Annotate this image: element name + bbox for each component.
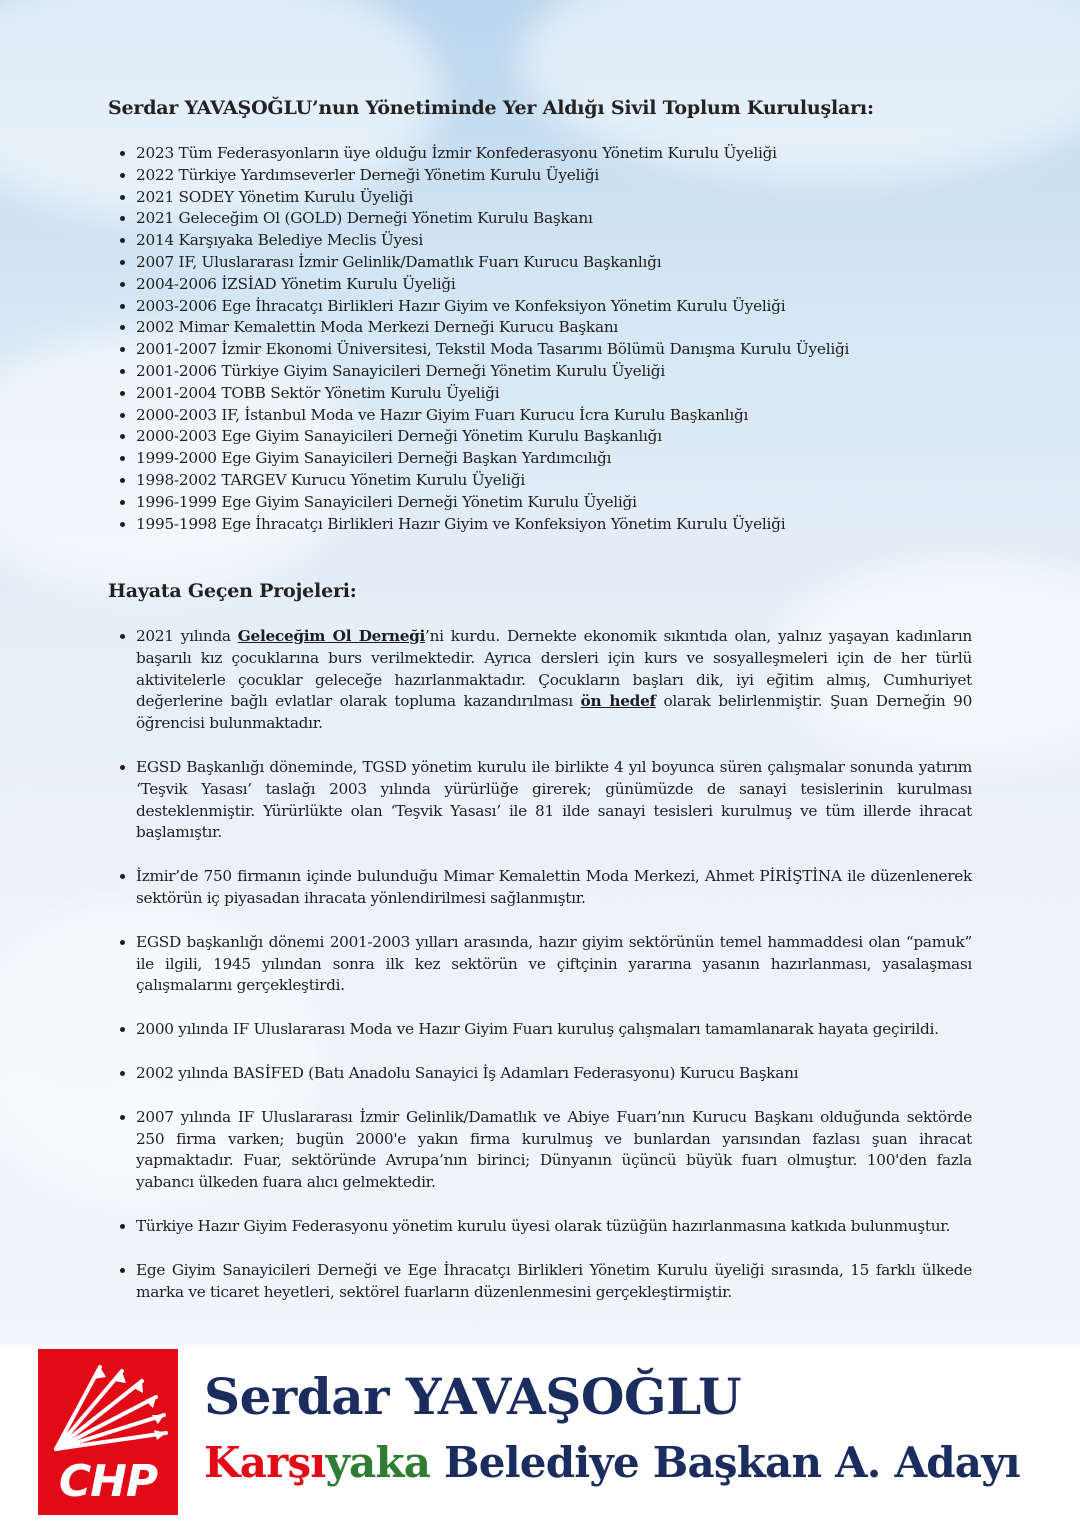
title-part-red: Karşı — [204, 1438, 326, 1487]
list-item — [136, 626, 972, 735]
list-item: • 1999-2000 Ege Giyim Sanayicileri Derneği Başkan Yardımcılığı — [136, 448, 1016, 470]
list-item: • 1998-2002 TARGEV Kurucu Yönetim Kurulu Üyeliği — [136, 470, 1016, 492]
campaign-footer — [0, 1345, 1080, 1525]
emphasis-text: ön hedef — [580, 692, 656, 711]
chp-logo-text: CHP — [58, 1456, 158, 1507]
list-item: • 2003-2006 Ege İhracatçı Birlikleri Hazır Giyim ve Konfeksiyon Yönetim Kurulu Üyeliği — [136, 296, 1016, 318]
list-item: • EGSD Başkanlığı döneminde, TGSD yönetim kurulu ile birlikte 4 yıl boyunca süren çalışmalar sonunda yatırım ‘Teşvik Yasası’ taslağı 2003 yılında yürürlüğe girerek; günümüzde de sanayi tesislerinin kurulması desteklenmiştir. Yürürlükte olan ‘Teşvik Yasası’ ile 81 ilde sanayi tesisleri kurulmuş ve tüm illerde ihracat başlamıştır. — [136, 757, 972, 844]
list-item: • Ege Giyim Sanayicileri Derneği ve Ege İhracatçı Birlikleri Yönetim Kurulu üyeliği sırasında, 15 farklı ülkede marka ve ticaret heyetleri, sektörel fuarların düzenlenmesini gerçekleştirmiştir. — [136, 1260, 972, 1304]
list-item: • 2007 yılında IF Uluslararası İzmir Gelinlik/Damatlık ve Abiye Fuarı’nın Kurucu Başkanı olduğunda sektörde 250 firma varken; bugün 2000'e yakın firma kurulmuş ve bunlardan yarısından fazlası şuan ihracat yapmaktadır. Fuar, sektöründe Avrupa’nın birinci; Dünyanın üçüncü büyük fuarı olmuştur. 100'den fazla yabancı ülkeden fuara alıcı gelmektedir. — [136, 1107, 972, 1194]
list-item: • 1996-1999 Ege Giyim Sanayicileri Derneği Yönetim Kurulu Üyeliği — [136, 492, 1016, 514]
list-item: • 2004-2006 İZSİAD Yönetim Kurulu Üyeliği — [136, 274, 1016, 296]
list-item: • Türkiye Hazır Giyim Federasyonu yönetim kurulu üyesi olarak tüzüğün hazırlanmasına katkıda bulunmuştur. — [136, 1216, 972, 1238]
title-part-green: yaka — [325, 1438, 431, 1487]
list-item: • 2021 Geleceğim Ol (GOLD) Derneği Yönetim Kurulu Başkanı — [136, 208, 1016, 230]
organizations-list — [108, 143, 1016, 535]
project-text: olarak belirlenmiştir. Şuan Derneğin 90 öğrencisi bulunmaktadır. — [136, 692, 973, 733]
list-item: • EGSD başkanlığı dönemi 2001-2003 yılları arasında, hazır giyim sektörünün temel hammaddesi olan “pamuk” ile ilgili, 1945 yılından sonra ilk kez sektörün ve çiftçinin yararına yasanın hazırlanması, yasalaşması çalışmalarını gerçekleştirdi. — [136, 932, 972, 997]
list-item: • 2001-2004 TOBB Sektör Yönetim Kurulu Üyeliği — [136, 383, 1016, 405]
chp-logo — [38, 1349, 178, 1515]
section-heading-projects: Hayata Geçen Projeleri: — [108, 580, 357, 602]
candidate-title — [204, 1435, 1020, 1491]
list-item: • 2001-2006 Türkiye Giyim Sanayicileri Derneği Yönetim Kurulu Üyeliği — [136, 361, 1016, 383]
list-item: • 2001-2007 İzmir Ekonomi Üniversitesi, Tekstil Moda Tasarımı Bölümü Danışma Kurulu Üyeliği — [136, 339, 1016, 361]
list-item: • 1995-1998 Ege İhracatçı Birlikleri Hazır Giyim ve Konfeksiyon Yönetim Kurulu Üyeliği — [136, 514, 1016, 536]
candidate-name: Serdar YAVAŞOĞLU — [204, 1367, 742, 1426]
list-item: • 2000 yılında IF Uluslararası Moda ve Hazır Giyim Fuarı kuruluş çalışmaları tamamlanarak hayata geçirildi. — [136, 1019, 972, 1041]
list-item: • 2023 Tüm Federasyonların üye olduğu İzmir Konfederasyonu Yönetim Kurulu Üyeliği — [136, 143, 1016, 165]
list-item: • 2000-2003 IF, İstanbul Moda ve Hazır Giyim Fuarı Kurucu İcra Kurulu Başkanlığı — [136, 405, 1016, 427]
list-item: • 2007 IF, Uluslararası İzmir Gelinlik/Damatlık Fuarı Kurucu Başkanlığı — [136, 252, 1016, 274]
list-item: • 2002 yılında BASİFED (Batı Anadolu Sanayici İş Adamları Federasyonu) Kurucu Başkanı — [136, 1063, 972, 1085]
six-arrows-icon — [38, 1349, 178, 1459]
list-item: • 2022 Türkiye Yardımseverler Derneği Yönetim Kurulu Üyeliği — [136, 165, 1016, 187]
project-text: ’ni kurdu. Dernekte ekonomik sıkıntıda olan, yalnız yaşayan kadınların başarılı kız çocuklarına burs verilmektedir. Ayrıca dersleri için kurs ve sosyalleşmeleri için de her türlü aktivitelerle çocuklar geleceğe hazırlanmaktadır. Çocukların başları dik, iyi eğitim almış, Cumhuriyet değerlerine bağlı evlatlar olarak topluma kazandırılması — [136, 627, 972, 711]
project-text: 2021 yılında — [136, 627, 238, 645]
projects-list — [108, 626, 972, 1303]
title-part-navy: Belediye Başkan A. Adayı — [430, 1438, 1020, 1487]
list-item: • 2021 SODEY Yönetim Kurulu Üyeliği — [136, 187, 1016, 209]
section-heading-organizations: Serdar YAVAŞOĞLU’nun Yönetiminde Yer Aldığı Sivil Toplum Kuruluşları: — [108, 97, 874, 119]
list-item: • İzmir’de 750 firmanın içinde bulunduğu Mimar Kemalettin Moda Merkezi, Ahmet PİRİŞTİNA ile düzenlenerek sektörün iç piyasadan ihracata yönlendirilmesi sağlanmıştır. — [136, 866, 972, 910]
gold-association-link[interactable]: Geleceğim Ol Derneği — [237, 627, 426, 645]
list-item: • 2002 Mimar Kemalettin Moda Merkezi Derneği Kurucu Başkanı — [136, 317, 1016, 339]
list-item: • 2000-2003 Ege Giyim Sanayicileri Derneği Yönetim Kurulu Başkanlığı — [136, 426, 1016, 448]
list-item: • 2014 Karşıyaka Belediye Meclis Üyesi — [136, 230, 1016, 252]
